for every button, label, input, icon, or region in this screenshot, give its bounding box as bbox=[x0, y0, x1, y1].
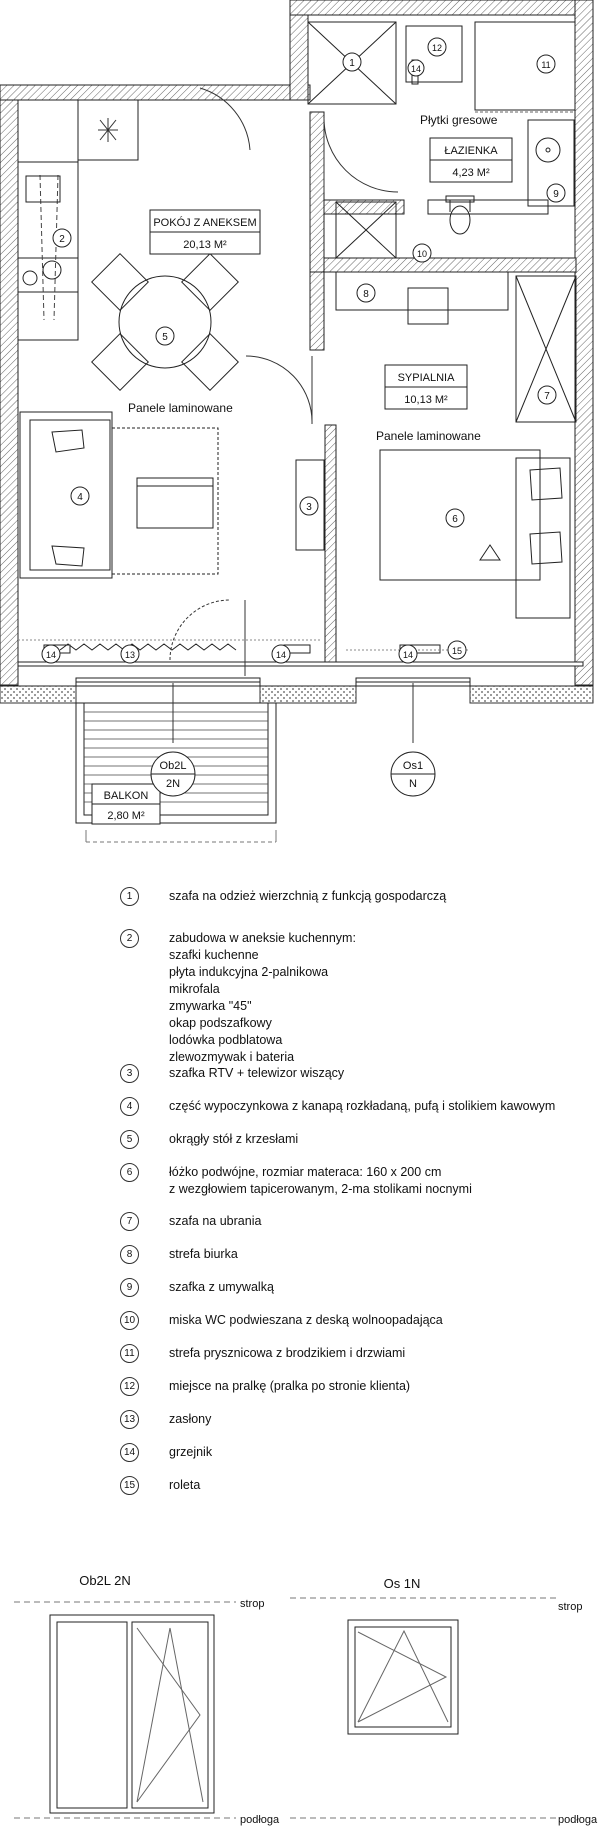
marker-14-mid bbox=[272, 645, 290, 663]
legend-number: 5 bbox=[120, 1130, 139, 1149]
legend-line: zasłony bbox=[169, 1412, 212, 1426]
legend-item bbox=[120, 1312, 443, 1330]
elevation-title-os1: Os 1N bbox=[383, 1576, 421, 1591]
legend-item bbox=[120, 1098, 555, 1116]
legend-item bbox=[120, 1378, 410, 1396]
marker-5 bbox=[156, 327, 174, 345]
legend-line: szafki kuchenne bbox=[169, 948, 259, 962]
walls bbox=[0, 0, 593, 685]
legend-number: 9 bbox=[120, 1278, 139, 1297]
legend-text bbox=[169, 1444, 212, 1461]
svg-text:14: 14 bbox=[410, 64, 422, 74]
elevation-door-ob2l bbox=[50, 1615, 214, 1813]
legend-item bbox=[120, 1164, 472, 1198]
marker-2 bbox=[53, 229, 71, 247]
room-area-balcony: 2,80 M² bbox=[107, 810, 145, 822]
legend-number: 6 bbox=[120, 1163, 139, 1182]
svg-text:2: 2 bbox=[59, 234, 65, 245]
marker-13 bbox=[121, 645, 139, 663]
elevation-os1-top: strop bbox=[558, 1601, 583, 1613]
wall-base-left bbox=[0, 686, 76, 703]
svg-text:8: 8 bbox=[363, 289, 369, 300]
legend-line: łóżko podwójne, rozmiar materaca: 160 x 200 cm bbox=[169, 1165, 442, 1179]
marker-11 bbox=[537, 55, 555, 73]
legend-line: płyta indukcyjna 2-palnikowa bbox=[169, 965, 329, 979]
legend-line: miejsce na pralkę (pralka po stronie klienta) bbox=[169, 1379, 411, 1393]
legend-number: 8 bbox=[120, 1245, 139, 1264]
legend-item bbox=[120, 888, 446, 906]
wall-base-right bbox=[470, 686, 593, 703]
legend-number: 7 bbox=[120, 1212, 139, 1231]
marker-1 bbox=[343, 53, 361, 71]
svg-text:14: 14 bbox=[402, 650, 414, 660]
floor-label-living: Panele laminowane bbox=[128, 401, 233, 415]
svg-text:3: 3 bbox=[306, 502, 312, 513]
window-tag-ob2l-sub: 2N bbox=[165, 778, 181, 790]
svg-text:15: 15 bbox=[451, 646, 463, 656]
marker-4 bbox=[71, 487, 89, 505]
elevation-lines bbox=[14, 1598, 558, 1818]
legend-number: 3 bbox=[120, 1064, 139, 1083]
svg-text:1: 1 bbox=[349, 58, 355, 69]
legend-line: mikrofala bbox=[169, 982, 220, 996]
marker-9 bbox=[547, 184, 565, 202]
legend-text bbox=[169, 930, 356, 1066]
svg-text:11: 11 bbox=[541, 60, 551, 70]
floor-label-tiles: Płytki gresowe bbox=[420, 113, 498, 127]
legend-item bbox=[120, 1279, 274, 1297]
legend-text bbox=[169, 1164, 472, 1198]
legend-text bbox=[169, 1477, 200, 1494]
svg-text:14: 14 bbox=[45, 650, 57, 660]
marker-8 bbox=[357, 284, 375, 302]
legend-number: 15 bbox=[120, 1476, 139, 1495]
legend-line: zabudowa w aneksie kuchennym: bbox=[169, 931, 356, 945]
elevation-ob2l-top: strop bbox=[240, 1598, 265, 1610]
svg-text:10: 10 bbox=[416, 249, 428, 259]
legend-number: 11 bbox=[120, 1344, 139, 1363]
legend-number: 14 bbox=[120, 1443, 139, 1462]
legend-line: szafa na odzież wierzchnią z funkcją gospodarczą bbox=[169, 889, 447, 903]
legend-number: 10 bbox=[120, 1311, 139, 1330]
legend-text bbox=[169, 1131, 298, 1148]
legend-item bbox=[120, 1477, 200, 1495]
legend-text bbox=[169, 1345, 405, 1362]
legend-line: roleta bbox=[169, 1478, 201, 1492]
legend-line: szafka RTV + telewizor wiszący bbox=[169, 1066, 345, 1080]
elevation-ob2l-bottom: podłoga bbox=[240, 1814, 280, 1826]
marker-10 bbox=[413, 244, 431, 262]
legend-line: strefa prysznicowa z brodzikiem i drzwiami bbox=[169, 1346, 406, 1360]
legend-item bbox=[120, 1213, 261, 1231]
legend-item bbox=[120, 1131, 298, 1149]
marker-14-bath bbox=[408, 60, 424, 76]
bedroom-fixtures bbox=[336, 272, 576, 653]
room-name-bedroom: SYPIALNIA bbox=[397, 372, 455, 384]
legend-line: grzejnik bbox=[169, 1445, 213, 1459]
legend-line: szafa na ubrania bbox=[169, 1214, 262, 1228]
legend-text bbox=[169, 1411, 211, 1428]
legend-line: okap podszafkowy bbox=[169, 1016, 272, 1030]
legend-text bbox=[169, 1098, 555, 1115]
marker-12 bbox=[428, 38, 446, 56]
svg-text:7: 7 bbox=[544, 391, 550, 402]
legend-line: lodówka podblatowa bbox=[169, 1033, 283, 1047]
room-name-bathroom: ŁAZIENKA bbox=[444, 145, 498, 157]
room-name-balcony: BALKON bbox=[103, 790, 149, 802]
svg-text:9: 9 bbox=[553, 189, 559, 200]
legend-line: z wezgłowiem tapicerowanym, 2-ma stolikami nocnymi bbox=[169, 1182, 472, 1196]
marker-14-left bbox=[42, 645, 60, 663]
legend-item bbox=[120, 1246, 238, 1264]
legend-item bbox=[120, 1065, 344, 1083]
marker-15 bbox=[448, 641, 466, 659]
legend-number: 1 bbox=[120, 887, 139, 906]
living-room-fixtures bbox=[18, 88, 324, 676]
legend-line: okrągły stół z krzesłami bbox=[169, 1132, 299, 1146]
legend-line: szafka z umywalką bbox=[169, 1280, 274, 1294]
window-tag-os1-sub: N bbox=[409, 778, 417, 790]
legend-line: miska WC podwieszana z deską wolnoopadająca bbox=[169, 1313, 443, 1327]
wall-base-middle bbox=[260, 686, 356, 703]
legend-text bbox=[169, 1246, 238, 1263]
legend-line: zmywarka "45" bbox=[169, 999, 252, 1013]
room-area-bathroom: 4,23 M² bbox=[452, 167, 490, 179]
marker-14-right bbox=[399, 645, 417, 663]
room-name-living: POKÓJ Z ANEKSEM bbox=[153, 217, 257, 229]
legend-text bbox=[169, 1312, 443, 1329]
room-area-living: 20,13 M² bbox=[183, 239, 227, 251]
legend-item bbox=[120, 1345, 405, 1363]
legend-item bbox=[120, 930, 356, 1066]
legend-item bbox=[120, 1411, 211, 1429]
legend-number: 13 bbox=[120, 1410, 139, 1429]
legend-line: zlewozmywak i bateria bbox=[169, 1050, 295, 1064]
marker-3 bbox=[300, 497, 318, 515]
svg-text:14: 14 bbox=[275, 650, 287, 660]
legend-text bbox=[169, 1213, 261, 1230]
elevation-window-os1 bbox=[348, 1620, 458, 1734]
legend-number: 12 bbox=[120, 1377, 139, 1396]
svg-text:12: 12 bbox=[431, 43, 443, 53]
legend-line: część wypoczynkowa z kanapą rozkładaną, pufą i stolikiem kawowym bbox=[169, 1099, 556, 1113]
marker-7 bbox=[538, 386, 556, 404]
legend-line: strefa biurka bbox=[169, 1247, 238, 1261]
window-tag-ob2l-code: Ob2L bbox=[159, 760, 187, 772]
legend-text bbox=[169, 1065, 344, 1082]
marker-6 bbox=[446, 509, 464, 527]
window-tag-os1-code: Os1 bbox=[402, 760, 424, 772]
legend-number: 2 bbox=[120, 929, 139, 948]
legend-number: 4 bbox=[120, 1097, 139, 1116]
elevation-title-ob2l: Ob2L 2N bbox=[79, 1573, 131, 1588]
elevation-os1-bottom: podłoga bbox=[558, 1814, 598, 1826]
legend-text bbox=[169, 1279, 274, 1296]
svg-text:4: 4 bbox=[77, 492, 83, 503]
legend-text bbox=[169, 888, 446, 905]
room-area-bedroom: 10,13 M² bbox=[404, 394, 448, 406]
svg-text:6: 6 bbox=[452, 514, 458, 525]
floor-label-bedroom: Panele laminowane bbox=[376, 429, 481, 443]
legend-item bbox=[120, 1444, 212, 1462]
window-openings bbox=[76, 678, 470, 686]
svg-text:5: 5 bbox=[162, 332, 168, 343]
svg-text:13: 13 bbox=[124, 650, 136, 660]
legend-text bbox=[169, 1378, 410, 1395]
